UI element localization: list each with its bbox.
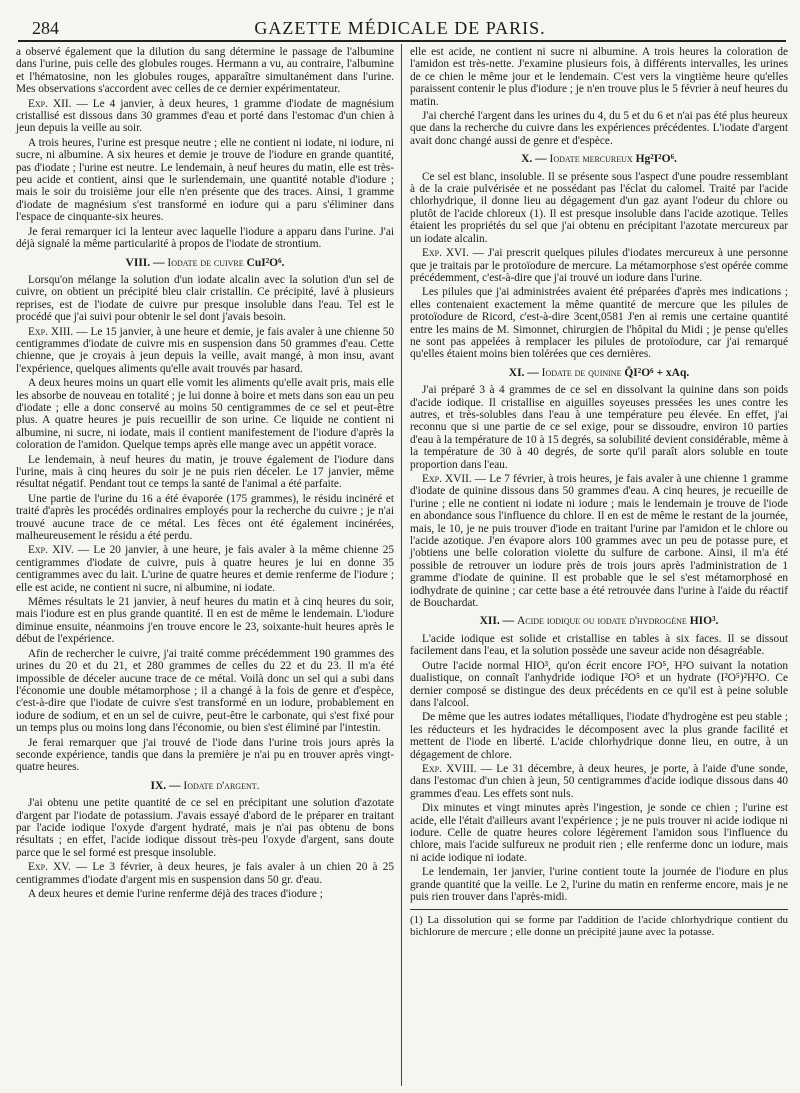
paragraph-text: — Le 4 janvier, à deux heures, 1 gramme d'iodate de magnésium cristallisé est dissous dans 30 grammes d'eau et porté dans l'estomac d'un chien à jeun depuis la veille au soir.: [16, 97, 394, 135]
paragraph: Les pilules que j'ai administrées avaient été préparées d'après mes indications ; elles contenaient exactement la même quantité de mercure que les pilules de protoïodure de Ricord, c'est-à-dire 3cent,0581 J'en ai remis une certaine quantité entre les mains de M. Simonnet, chirurgien de l'hôpital du Midi ; je pense qu'elles ne sont pas appelées à remplacer les pilules de protoïodure, car j'ai remarqué qu'elles étaient moins bien tolérées que ces dernières.: [410, 286, 788, 361]
paragraph: [16, 98, 394, 135]
header-rule: [18, 40, 786, 42]
paragraph: Outre l'acide normal HIO³, qu'on écrit encore I²O⁵, H²O suivant la notation dualistique, on connaît l'anhydride iodique I²O⁵ et un hydrate (I²O⁵)²H²O. Ce dernier composé se distingue des deux précédents en ce qu'il est à peine soluble dans l'alcool.: [410, 659, 788, 709]
paragraph: Je ferai remarquer ici la lenteur avec laquelle l'iodure a apparu dans l'urine. J'ai déjà signalé la même particularité à propos de l'iodate de strontium.: [16, 225, 394, 251]
paragraph-text: — Le 7 février, à trois heures, je fais avaler à une chienne 1 gramme d'iodate de quinine dissous dans 50 grammes d'eau. A cinq heures, je recueille de l'urine ; elle ne contient ni iodate ni iodure ; mais le lendemain je trouve de l'iode en abondance sous l'influence du chlore. Il en est de même le restant de la journée, mais, le 10, je ne puis trouver d'iode en traitant l'urine par l'amidon et le chlore ou l'acide azotique. J'en évapore alors 100 grammes avec un peu de potasse pure, et j'obtiens une belle coloration violette du sulfure de carbone. Ainsi, il m'a été possible de retrouver un iodure près de trois jours après l'administration de 1 gramme d'iodate de quinine. Il est probable que le sel s'est métamorphosé en iodhydrate de quinine ; car cette base a été retrouvée dans l'urine à l'aide du réactif de Bouchardat.: [410, 473, 788, 610]
paragraph: [16, 544, 394, 594]
paragraph: Le lendemain, à neuf heures du matin, je trouve également de l'iodure dans l'urine, mais à cinq heures du soir je ne puis rien déceler. Le 17 janvier, même résultat négatif. Pendant tout ce temps la santé de l'animal a été parfaite.: [16, 453, 394, 491]
paragraph: J'ai obtenu une petite quantité de ce sel en précipitant une solution d'azotate d'argent par l'iodate de potassium. J'avais essayé d'abord de le préparer en traitant par l'acide iodique l'oxyde d'argent hydraté, mais je n'ai pas obtenu de bons résultats ; en effet, l'acide iodique dissout très-peu l'oxyde d'argent, sans doute parce que le sel formé est presque insoluble.: [16, 797, 394, 859]
paragraph: Dix minutes et vingt minutes après l'ingestion, je sonde ce chien ; l'urine est acide, elle l'était d'ailleurs avant l'expérience ; je ne puis trouver ni acide iodique ni iodure. Celle de quatre heures colore légèrement l'amidon sous l'influence du chlore, mais l'acide sulfureux ne produit rien ; elle renferme donc un iodure, mais ni acide iodique ni iodate.: [410, 802, 788, 864]
paragraph: L'acide iodique est solide et cristallise en tables à six faces. Il se dissout facilement dans l'eau, et la solution possède une saveur acide non désagréable.: [410, 632, 788, 658]
section-heading: [410, 367, 788, 379]
paragraph: De même que les autres iodates métalliques, l'iodate d'hydrogène est peu stable ; les réducteurs et les hydracides le décomposent avec la plus grande facilité et mettent de l'iode en liberté. L'acide chlorhydrique donne lieu, en outre, à un dégagement de chlore.: [410, 711, 788, 761]
paragraph: Le lendemain, 1er janvier, l'urine contient toute la journée de l'iodure en plus grande quantité que la veille. Le 2, l'urine du matin en renferme encore, mais je ne puis rien trouver dans l'après-midi.: [410, 866, 788, 903]
page-number: 284: [32, 18, 59, 38]
running-title: GAZETTE MÉDICALE DE PARIS.: [254, 18, 546, 38]
paragraph: J'ai cherché l'argent dans les urines du 4, du 5 et du 6 et n'ai pas été plus heureux que dans la recherche du cuivre dans les expériences précédentes. L'iodate d'argent avait donc changé aussi de genre et d'espèce.: [410, 110, 788, 147]
section-formula: Q̄I²O⁶ + xAq.: [624, 366, 690, 379]
paragraph: Lorsqu'on mélange la solution d'un iodate alcalin avec la solution d'un sel de cuivre, on obtient un précipité bleu clair cristallin. Ce précipité, lavé à plusieurs reprises, est de l'iodate de cuivre pur presque insoluble dans l'eau. Tel est le procédé que j'ai suivi pour obtenir le sel dont j'avais besoin.: [16, 273, 394, 324]
section-formula: HIO³.: [689, 615, 719, 628]
paragraph: J'ai préparé 3 à 4 grammes de ce sel en dissolvant la quinine dans son poids d'acide iodique. Il cristallise en aiguilles soyeuses pressées les unes contre les autres, et très-solubles dans l'eau à une température peu élevée. En effet, j'ai reconnu que si une partie de ce sel exige, pour se dissoudre, environ 10 parties d'eau à la température de 10 à 15 degrés, sa solubilité devient considérable, même à la température de 30 à 40 degrés, de sorte qu'il paraît alors soluble en toute proportion dans l'eau.: [410, 384, 788, 471]
section-number: XII. —: [479, 615, 515, 628]
section-number: XI. —: [508, 366, 539, 379]
experiment-label: Exp. XV.: [28, 861, 71, 874]
section-title: Iodate d'argent.: [183, 779, 260, 792]
experiment-label: Exp. XVI.: [422, 247, 469, 260]
paragraph-text: — J'ai prescrit quelques pilules d'iodates mercureux à une personne que je traitais par le protoïodure de mercure. La métamorphose s'est opérée comme précédemment, c'est-à-dire que j'ai trouvé un iodure dans l'urine.: [410, 247, 788, 284]
paragraph: a observé également que la dilution du sang détermine le passage de l'albumine dans l'urine, puis celle des globules rouges. Hermann a vu, au contraire, l'albumine et l'hématosine, non les globules rouges, apparaître simultanément dans l'urine. Mes observations s'accordent avec celles de ce dernier expérimentateur.: [16, 46, 394, 96]
experiment-label: Exp. XII.: [28, 97, 72, 110]
paragraph-text: — Le 3 février, à deux heures, je fais avaler à un chien 20 à 25 centigrammes d'iodate d'argent mis en suspension dans 50 gr. d'eau.: [16, 861, 394, 886]
section-number: X. —: [521, 153, 547, 166]
paragraph: A deux heures et demie l'urine renferme déjà des traces d'iodure ;: [28, 888, 323, 900]
footnote: (1) La dissolution qui se forme par l'addition de l'acide chlorhydrique contient du bichlorure de mercure ; elle donne un précipité jaune avec la potasse.: [410, 909, 788, 938]
left-column: [16, 46, 394, 902]
paragraph: [16, 326, 394, 376]
paragraph: [16, 861, 394, 886]
section-title: Iodate de quinine: [541, 366, 622, 379]
section-heading: [16, 780, 394, 792]
section-number: IX. —: [150, 779, 181, 792]
experiment-label: Exp. XVII.: [422, 473, 472, 485]
section-heading: [410, 153, 788, 165]
paragraph-text: — Le 20 janvier, à une heure, je fais avaler à la même chienne 25 centigrammes d'iodate de cuivre, puis à quatre heures je lui en donne 35 centigrammes avec du lait. L'urine de quatre heures et demie renferme de l'iodure ; elle est acide, ne contient ni sucre, ni albumine, ni iodate.: [16, 544, 394, 594]
paragraph: [410, 763, 788, 800]
paragraph: A deux heures moins un quart elle vomit les aliments qu'elle avait pris, mais elle les absorbe de nouveau en totalité ; je lui donne à boire et mets dans son eau un peu d'iodate ; elle a donc conservé au moins 50 centigrammes de ce sel et peut-être plus. A quatre heures je puis recueillir de son urine. Ce liquide ne contient ni albumine, ni sucre, ni iodate, mais il contient manifestement de l'iodure d'après la coloration de l'amidon. Quelque temps après elle mange avec un appétit vorace.: [16, 377, 394, 452]
paragraph: Je ferai remarquer que j'ai trouvé de l'iode dans l'urine trois jours après la seconde expérience, tandis que dans la première je n'ai pu en trouver après vingt-quatre heures.: [16, 736, 394, 774]
section-heading: [16, 257, 394, 269]
paragraph: [410, 473, 788, 609]
section-formula: Hg²I²O⁶.: [635, 153, 677, 166]
paragraph-text: — Le 15 janvier, à une heure et demie, je fais avaler à une chienne 50 centigrammes d'iodate de cuivre mis en suspension dans 50 grammes d'eau. Cette chienne, que je croyais à jeun depuis la veille, avait mangé, à mon insu, avant l'expérience, quelques aliments qu'elle avait trouvés par hasard.: [16, 325, 395, 375]
page-header: [0, 14, 800, 40]
paragraph: elle est acide, ne contient ni sucre ni albumine. A trois heures la coloration de l'amidon est très-nette. J'examine plusieurs fois, à différents intervalles, les urines de ce chien le même jour et le lendemain. C'est vers la vingtième heure qu'elles paraissent contenir le plus d'iodure ; je n'en trouve plus le 5 février à neuf heures du matin.: [410, 46, 788, 108]
paragraph: [410, 247, 788, 284]
experiment-label: Exp. XVIII.: [422, 762, 477, 775]
paragraph: Afin de rechercher le cuivre, j'ai traité comme précédemment 190 grammes des urines du 20 et du 21, et 280 grammes de celles du 22 et du 23. Il m'a été impossible de déceler aucune trace de ce métal. Voilà donc un sel qui a subi dans l'économie une double métamorphose ; il a changé à la fois de genre et d'espèce, c'est-à-dire que l'iodate de cuivre s'est transformé en un iodure, probablement en iodure de sodium, et en un sel de cuivre, peut-être le carbonate, qui s'est fixé pour un temps plus ou moins long dans l'économie, ou bien s'est éliminé par l'intestin.: [16, 647, 394, 735]
paragraph-text: — Le 31 décembre, à deux heures, je porte, à l'aide d'une sonde, dans l'estomac d'un chien à jeun, 50 centigrammes d'acide iodique dissous dans 40 grammes d'eau. Les effets sont nuls.: [410, 762, 788, 800]
section-title: Iodate de cuivre: [167, 256, 244, 269]
section-title: Iodate mercureux: [549, 153, 633, 166]
experiment-label: Exp. XIV.: [28, 544, 74, 557]
section-number: VIII. —: [125, 256, 165, 269]
section-heading: [410, 615, 788, 627]
experiment-label: Exp. XIII.: [28, 325, 74, 338]
column-divider: [401, 44, 402, 1086]
paragraph: A trois heures, l'urine est presque neutre ; elle ne contient ni iodate, ni iodure, ni sucre, ni albumine. A six heures et demie je trouve de l'iodure en grande quantité, pas d'iodate ; l'urine est neutre. Le lendemain, à neuf heures du matin, elle est très-peu acide et contient, ainsi que le surlendemain, une quantité notable d'iodure ; mais le soir du troisième jour elle n'en présente que des traces. Ainsi, 1 gramme d'iodate de magnésium s'est transformé en iodure qui a paru s'éliminer dans l'espace de cinquante-six heures.: [16, 136, 394, 224]
right-column: [410, 46, 788, 938]
paragraph: Mêmes résultats le 21 janvier, à neuf heures du matin et à cinq heures du soir, mais l'iodure est en plus grande quantité. Il en est de même le lendemain. L'iodure diminue ensuite, néanmoins j'en trouve encore le 23, soixante-huit heures après le début de l'expérience.: [16, 596, 394, 646]
section-formula: CuI²O⁶.: [246, 256, 285, 269]
paragraph: Ce sel est blanc, insoluble. Il se présente sous l'aspect d'une poudre ressemblant à de la craie pulvérisée et ne possédant pas l'éclat du calomel. Traité par l'acide chlorhydrique, il donne lieu au dégagement d'un gaz ayant l'odeur du chlore ou plutôt de l'acide chloreux (1). Il est presque insoluble dans l'acide azotique. Telles étaient les propriétés du sel que j'ai obtenu en précipitant l'azotate mercureux par un iodate alcalin.: [410, 170, 788, 245]
section-title: Acide iodique ou iodate d'hydrogène: [516, 615, 687, 628]
paragraph: Une partie de l'urine du 16 a été évaporée (175 grammes), le résidu incinéré et traité d'après les procédés ordinaires employés pour la recherche du cuivre ; je n'ai trouvé aucune trace de ce métal. Les fèces ont été également incinérées, malheureusement le résidu a été perdu.: [16, 492, 394, 543]
